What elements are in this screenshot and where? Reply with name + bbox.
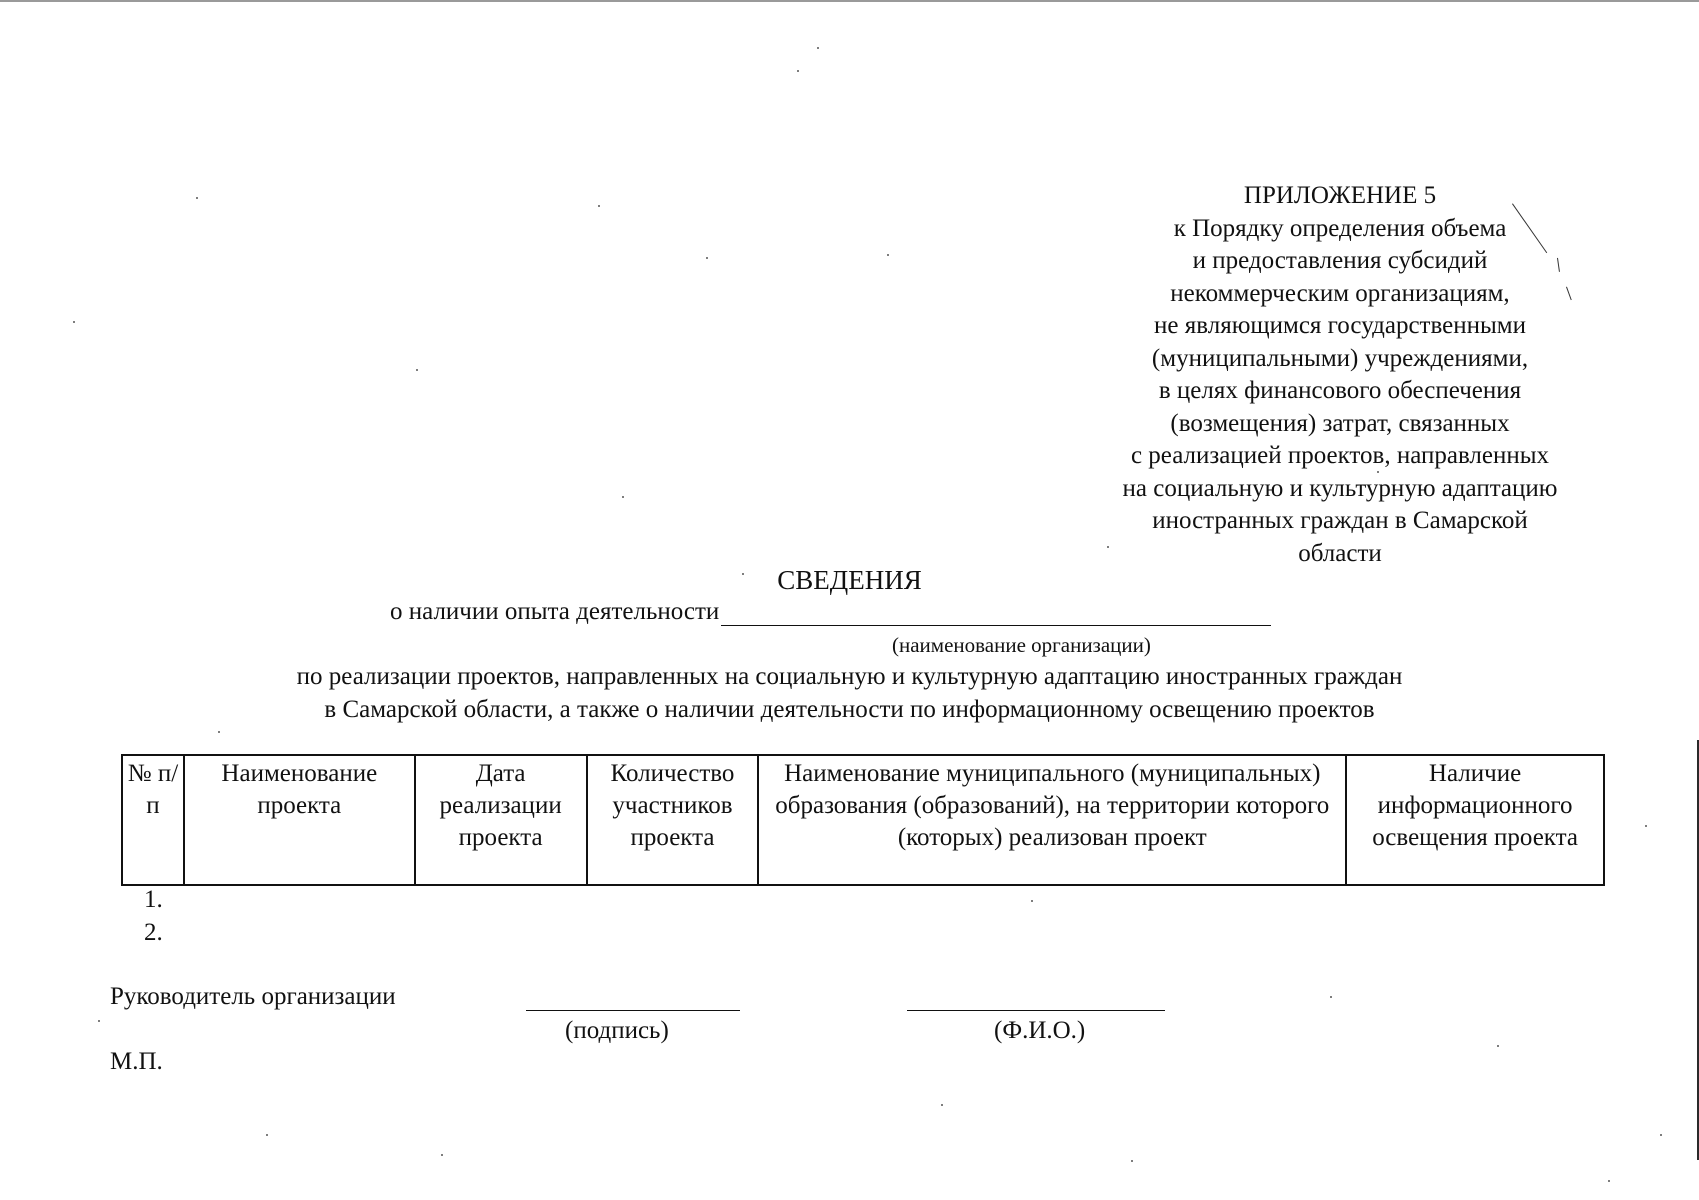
organization-caption: (наименование организации) [892, 633, 1151, 657]
scan-speck [196, 197, 198, 199]
scan-speck [218, 731, 220, 733]
scan-speck [1131, 1160, 1133, 1162]
scan-speck [73, 321, 75, 323]
scan-speck [1645, 825, 1647, 827]
scan-speck [887, 254, 889, 256]
scan-edge-top [0, 0, 1699, 2]
header-number: № п/п [122, 755, 184, 885]
table-header-row [122, 755, 1604, 885]
form-title: СВЕДЕНИЯ [777, 565, 922, 595]
scan-speck [1660, 1134, 1662, 1136]
scan-speck [266, 1134, 268, 1136]
scan-speck [797, 70, 799, 72]
appendix-line: (муниципальными) учреждениями, [1151, 344, 1529, 372]
full-name-caption: (Ф.И.О.) [994, 1017, 1086, 1044]
scan-speck [622, 496, 624, 498]
purpose-line: по реализации проектов, направленных на социальную и культурную адаптацию иностранных граждан [296, 663, 1403, 690]
scan-speck [1330, 996, 1332, 998]
scan-speck [1497, 1045, 1499, 1047]
appendix-line: иностранных граждан в Самарской [1152, 507, 1528, 534]
scan-speck [416, 369, 418, 371]
form-purpose [0, 660, 1699, 726]
table-row-number: 2. [144, 919, 163, 946]
form-subtitle-row [390, 598, 1271, 626]
scan-speck [1377, 471, 1379, 473]
appendix-line: (возмещения) затрат, связанных [1170, 409, 1510, 437]
scan-speck [98, 1020, 100, 1022]
scan-speck [941, 1104, 943, 1106]
header-project-date: Дата реализации проекта [415, 755, 587, 885]
appendix-line: некоммерческим организациям, [1170, 279, 1510, 307]
header-participants-count: Количество участников проекта [587, 755, 759, 885]
scan-speck [706, 257, 708, 259]
scan-speck [1608, 1180, 1610, 1182]
form-subtitle: о наличии опыта деятельности [390, 598, 720, 625]
stamp-label: М.П. [110, 1048, 163, 1075]
projects-table [121, 754, 1605, 886]
appendix-line: области [1298, 539, 1382, 567]
scan-speck [1031, 900, 1033, 902]
signature-line[interactable] [526, 1010, 740, 1011]
appendix-line: на социальную и культурную адаптацию [1122, 474, 1558, 502]
signer-label: Руководитель организации [110, 983, 396, 1010]
appendix-line: и предоставления субсидий [1192, 247, 1488, 274]
header-media-coverage: Наличие информационного освещения проекта [1346, 755, 1604, 885]
scan-speck [1107, 546, 1109, 548]
scan-speck [441, 1154, 443, 1156]
scan-speck [742, 573, 744, 575]
appendix-line: не являющимся государственными [1154, 312, 1526, 339]
organization-name-blank[interactable] [721, 601, 1271, 626]
scan-speck [817, 47, 819, 49]
signature-caption: (подпись) [565, 1017, 669, 1044]
appendix-line: к Порядку определения объема [1173, 214, 1507, 242]
appendix-line: в целях финансового обеспечения [1158, 377, 1522, 404]
scan-speck [598, 205, 600, 207]
appendix-line: с реализацией проектов, направленных [1130, 442, 1550, 469]
purpose-line: в Самарской области, а также о наличии деятельности по информационному освещению проектов [324, 696, 1375, 723]
table-row-number: 1. [144, 886, 163, 913]
header-municipality: Наименование муниципального (муниципальных) образования (образований), на территории которого (которых) реализован проект [758, 755, 1346, 885]
full-name-line[interactable] [907, 1010, 1165, 1011]
header-project-name: Наименование проекта [184, 755, 415, 885]
appendix-heading: ПРИЛОЖЕНИЕ 5 [1243, 182, 1437, 209]
